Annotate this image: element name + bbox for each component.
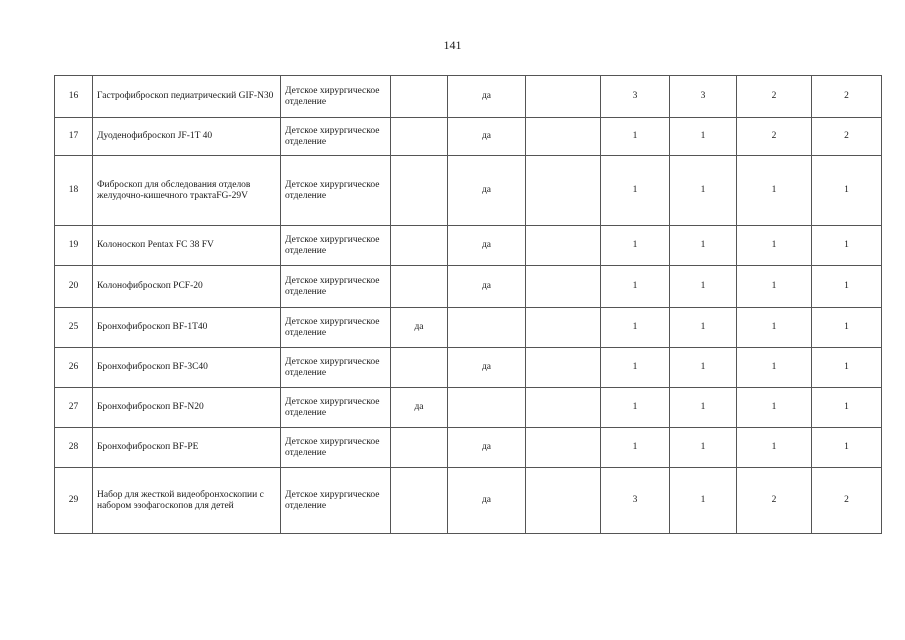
col5-cell: да (448, 118, 526, 156)
row-number: 20 (55, 266, 93, 308)
col4-cell (391, 468, 448, 534)
col6-cell (526, 468, 601, 534)
department-name: Детское хирургическое отделение (281, 266, 391, 308)
col4-cell (391, 428, 448, 468)
col7-value: 1 (601, 388, 670, 428)
col8-value: 1 (670, 428, 737, 468)
equipment-name: Фиброскоп для обследования отделов желудочно-кишечного трактаFG-29V (93, 156, 281, 226)
col6-cell (526, 348, 601, 388)
col6-cell (526, 156, 601, 226)
table-row (55, 226, 882, 266)
col8-value: 1 (670, 156, 737, 226)
department-name: Детское хирургическое отделение (281, 156, 391, 226)
col4-cell (391, 348, 448, 388)
col9-value: 2 (737, 118, 812, 156)
col7-value: 3 (601, 468, 670, 534)
row-number: 18 (55, 156, 93, 226)
col5-cell: да (448, 428, 526, 468)
col9-value: 1 (737, 226, 812, 266)
col8-value: 1 (670, 266, 737, 308)
page-number: 141 (443, 38, 462, 52)
col7-value: 1 (601, 308, 670, 348)
col9-value: 2 (737, 76, 812, 118)
row-number: 25 (55, 308, 93, 348)
table-row (55, 266, 882, 308)
col7-value: 1 (601, 428, 670, 468)
col6-cell (526, 226, 601, 266)
col10-value: 1 (812, 348, 882, 388)
table-row (55, 348, 882, 388)
col9-value: 1 (737, 428, 812, 468)
col5-cell (448, 388, 526, 428)
col7-value: 3 (601, 76, 670, 118)
col7-value: 1 (601, 118, 670, 156)
col10-value: 1 (812, 388, 882, 428)
col10-value: 1 (812, 266, 882, 308)
col6-cell (526, 428, 601, 468)
table-row (55, 156, 882, 226)
col4-cell (391, 118, 448, 156)
col8-value: 1 (670, 226, 737, 266)
col7-value: 1 (601, 348, 670, 388)
col8-value: 1 (670, 468, 737, 534)
col6-cell (526, 388, 601, 428)
col5-cell: да (448, 76, 526, 118)
row-number: 16 (55, 76, 93, 118)
col8-value: 3 (670, 76, 737, 118)
col10-value: 1 (812, 226, 882, 266)
department-name: Детское хирургическое отделение (281, 308, 391, 348)
col4-cell: да (391, 308, 448, 348)
col7-value: 1 (601, 156, 670, 226)
col10-value: 2 (812, 76, 882, 118)
col6-cell (526, 118, 601, 156)
equipment-name: Колоноскоп Pentax FC 38 FV (93, 226, 281, 266)
row-number: 19 (55, 226, 93, 266)
col5-cell: да (448, 468, 526, 534)
col9-value: 2 (737, 468, 812, 534)
department-name: Детское хирургическое отделение (281, 226, 391, 266)
col6-cell (526, 308, 601, 348)
table-row (55, 428, 882, 468)
department-name: Детское хирургическое отделение (281, 348, 391, 388)
equipment-name: Колонофиброскоп PCF-20 (93, 266, 281, 308)
equipment-name: Гастрофиброскоп педиатрический GIF-N30 (93, 76, 281, 118)
col9-value: 1 (737, 156, 812, 226)
col8-value: 1 (670, 348, 737, 388)
col4-cell (391, 76, 448, 118)
col5-cell: да (448, 266, 526, 308)
row-number: 29 (55, 468, 93, 534)
row-number: 27 (55, 388, 93, 428)
col10-value: 1 (812, 428, 882, 468)
department-name: Детское хирургическое отделение (281, 468, 391, 534)
col5-cell: да (448, 156, 526, 226)
col8-value: 1 (670, 308, 737, 348)
col5-cell (448, 308, 526, 348)
department-name: Детское хирургическое отделение (281, 388, 391, 428)
row-number: 17 (55, 118, 93, 156)
col7-value: 1 (601, 226, 670, 266)
equipment-name: Бронхофиброскоп BF-3C40 (93, 348, 281, 388)
department-name: Детское хирургическое отделение (281, 118, 391, 156)
col10-value: 1 (812, 156, 882, 226)
table-row (55, 468, 882, 534)
table-row (55, 76, 882, 118)
col4-cell (391, 266, 448, 308)
col5-cell: да (448, 226, 526, 266)
equipment-name: Бронхофиброскоп BF-1T40 (93, 308, 281, 348)
col9-value: 1 (737, 308, 812, 348)
equipment-table (54, 75, 882, 534)
row-number: 26 (55, 348, 93, 388)
table-row (55, 388, 882, 428)
table-row (55, 118, 882, 156)
col4-cell (391, 156, 448, 226)
col10-value: 2 (812, 118, 882, 156)
col4-cell: да (391, 388, 448, 428)
table-row (55, 308, 882, 348)
col7-value: 1 (601, 266, 670, 308)
equipment-name: Дуоденофиброскоп JF-1T 40 (93, 118, 281, 156)
col6-cell (526, 76, 601, 118)
col10-value: 2 (812, 468, 882, 534)
col10-value: 1 (812, 308, 882, 348)
row-number: 28 (55, 428, 93, 468)
equipment-name: Набор для жесткой видеобронхоскопии с набором эзофагоскопов для детей (93, 468, 281, 534)
col5-cell: да (448, 348, 526, 388)
col6-cell (526, 266, 601, 308)
col9-value: 1 (737, 266, 812, 308)
department-name: Детское хирургическое отделение (281, 428, 391, 468)
col8-value: 1 (670, 118, 737, 156)
col9-value: 1 (737, 388, 812, 428)
col9-value: 1 (737, 348, 812, 388)
equipment-name: Бронхофиброскоп BF-PE (93, 428, 281, 468)
department-name: Детское хирургическое отделение (281, 76, 391, 118)
col4-cell (391, 226, 448, 266)
col8-value: 1 (670, 388, 737, 428)
equipment-name: Бронхофиброскоп BF-N20 (93, 388, 281, 428)
